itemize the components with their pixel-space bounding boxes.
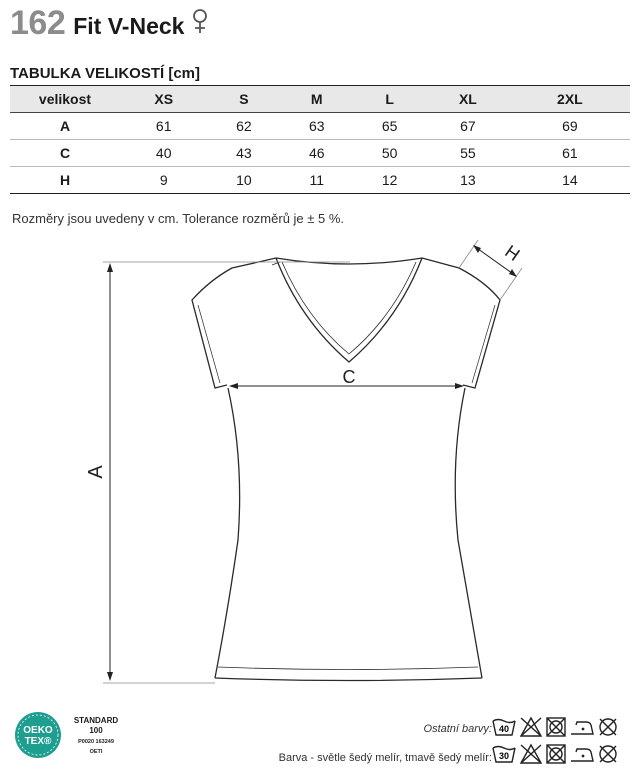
wash-temperature: 30 [498, 751, 510, 761]
column-header: XL [426, 86, 510, 113]
row-label: A [10, 113, 120, 140]
table-cell: 61 [510, 140, 630, 167]
product-header [10, 4, 208, 44]
color-note: Barva - světle šedý melír, tmavě šedý melír: [278, 752, 492, 764]
table-cell: 12 [353, 167, 426, 194]
table-cell: 67 [426, 113, 510, 140]
table-cell: 10 [207, 167, 280, 194]
standard-label [68, 716, 124, 756]
care-symbols-row [491, 743, 619, 765]
table-cell: 9 [120, 167, 207, 194]
no-bleach-icon [519, 743, 543, 765]
dimension-c [229, 367, 464, 389]
table-cell: 40 [120, 140, 207, 167]
product-code: 162 [10, 4, 66, 42]
tolerance-note: Rozměry jsou uvedeny v cm. Tolerance rozměrů je ± 5 %. [12, 211, 345, 226]
size-table [10, 85, 630, 194]
column-header: velikost [10, 86, 120, 113]
care-symbols-row [491, 716, 619, 738]
no-dry-clean-icon [597, 743, 619, 765]
table-cell: 69 [510, 113, 630, 140]
table-cell: 14 [510, 167, 630, 194]
female-symbol-icon [192, 9, 208, 40]
wash-tub-icon [491, 743, 517, 765]
table-cell: 11 [280, 167, 353, 194]
table-row [10, 113, 630, 140]
oeko-text: OEKO [23, 725, 53, 736]
table-cell: 13 [426, 167, 510, 194]
oeko-tex-logo [14, 711, 62, 764]
row-label: C [10, 140, 120, 167]
table-cell: 43 [207, 140, 280, 167]
standard-line1: STANDARD [73, 716, 119, 725]
no-bleach-icon [519, 716, 543, 738]
size-table-header-row [10, 86, 630, 113]
standard-line2: 100 [89, 726, 103, 735]
table-cell: 50 [353, 140, 426, 167]
table-cell: 63 [280, 113, 353, 140]
table-row [10, 167, 630, 194]
garment-diagram [0, 230, 640, 690]
table-cell: 65 [353, 113, 426, 140]
iron-low-icon [569, 716, 595, 738]
no-tumble-dry-icon [545, 716, 567, 738]
table-row [10, 140, 630, 167]
dimension-c-label: C [342, 367, 356, 387]
iron-low-icon [569, 743, 595, 765]
table-cell: 55 [426, 140, 510, 167]
column-header: 2XL [510, 86, 630, 113]
column-header: S [207, 86, 280, 113]
dimension-a [85, 262, 350, 683]
product-name: Fit V-Neck [73, 13, 185, 39]
no-dry-clean-icon [597, 716, 619, 738]
dimension-h-label: H [501, 241, 524, 266]
column-header: L [353, 86, 426, 113]
cert-institute: OETI [89, 749, 103, 755]
dimension-a-label: A [85, 465, 107, 479]
cert-number: P0020 163249 [78, 739, 114, 745]
other-colors-label: Ostatní barvy: [423, 723, 492, 735]
row-label: H [10, 167, 120, 194]
wash-temperature: 40 [498, 724, 510, 734]
no-tumble-dry-icon [545, 743, 567, 765]
tex-text: TEX® [24, 736, 52, 747]
table-cell: 62 [207, 113, 280, 140]
tshirt-outline [192, 258, 500, 681]
size-table-title: TABULKA VELIKOSTÍ [cm] [10, 65, 200, 82]
table-cell: 61 [120, 113, 207, 140]
table-cell: 46 [280, 140, 353, 167]
wash-tub-icon [491, 716, 517, 738]
column-header: M [280, 86, 353, 113]
column-header: XS [120, 86, 207, 113]
